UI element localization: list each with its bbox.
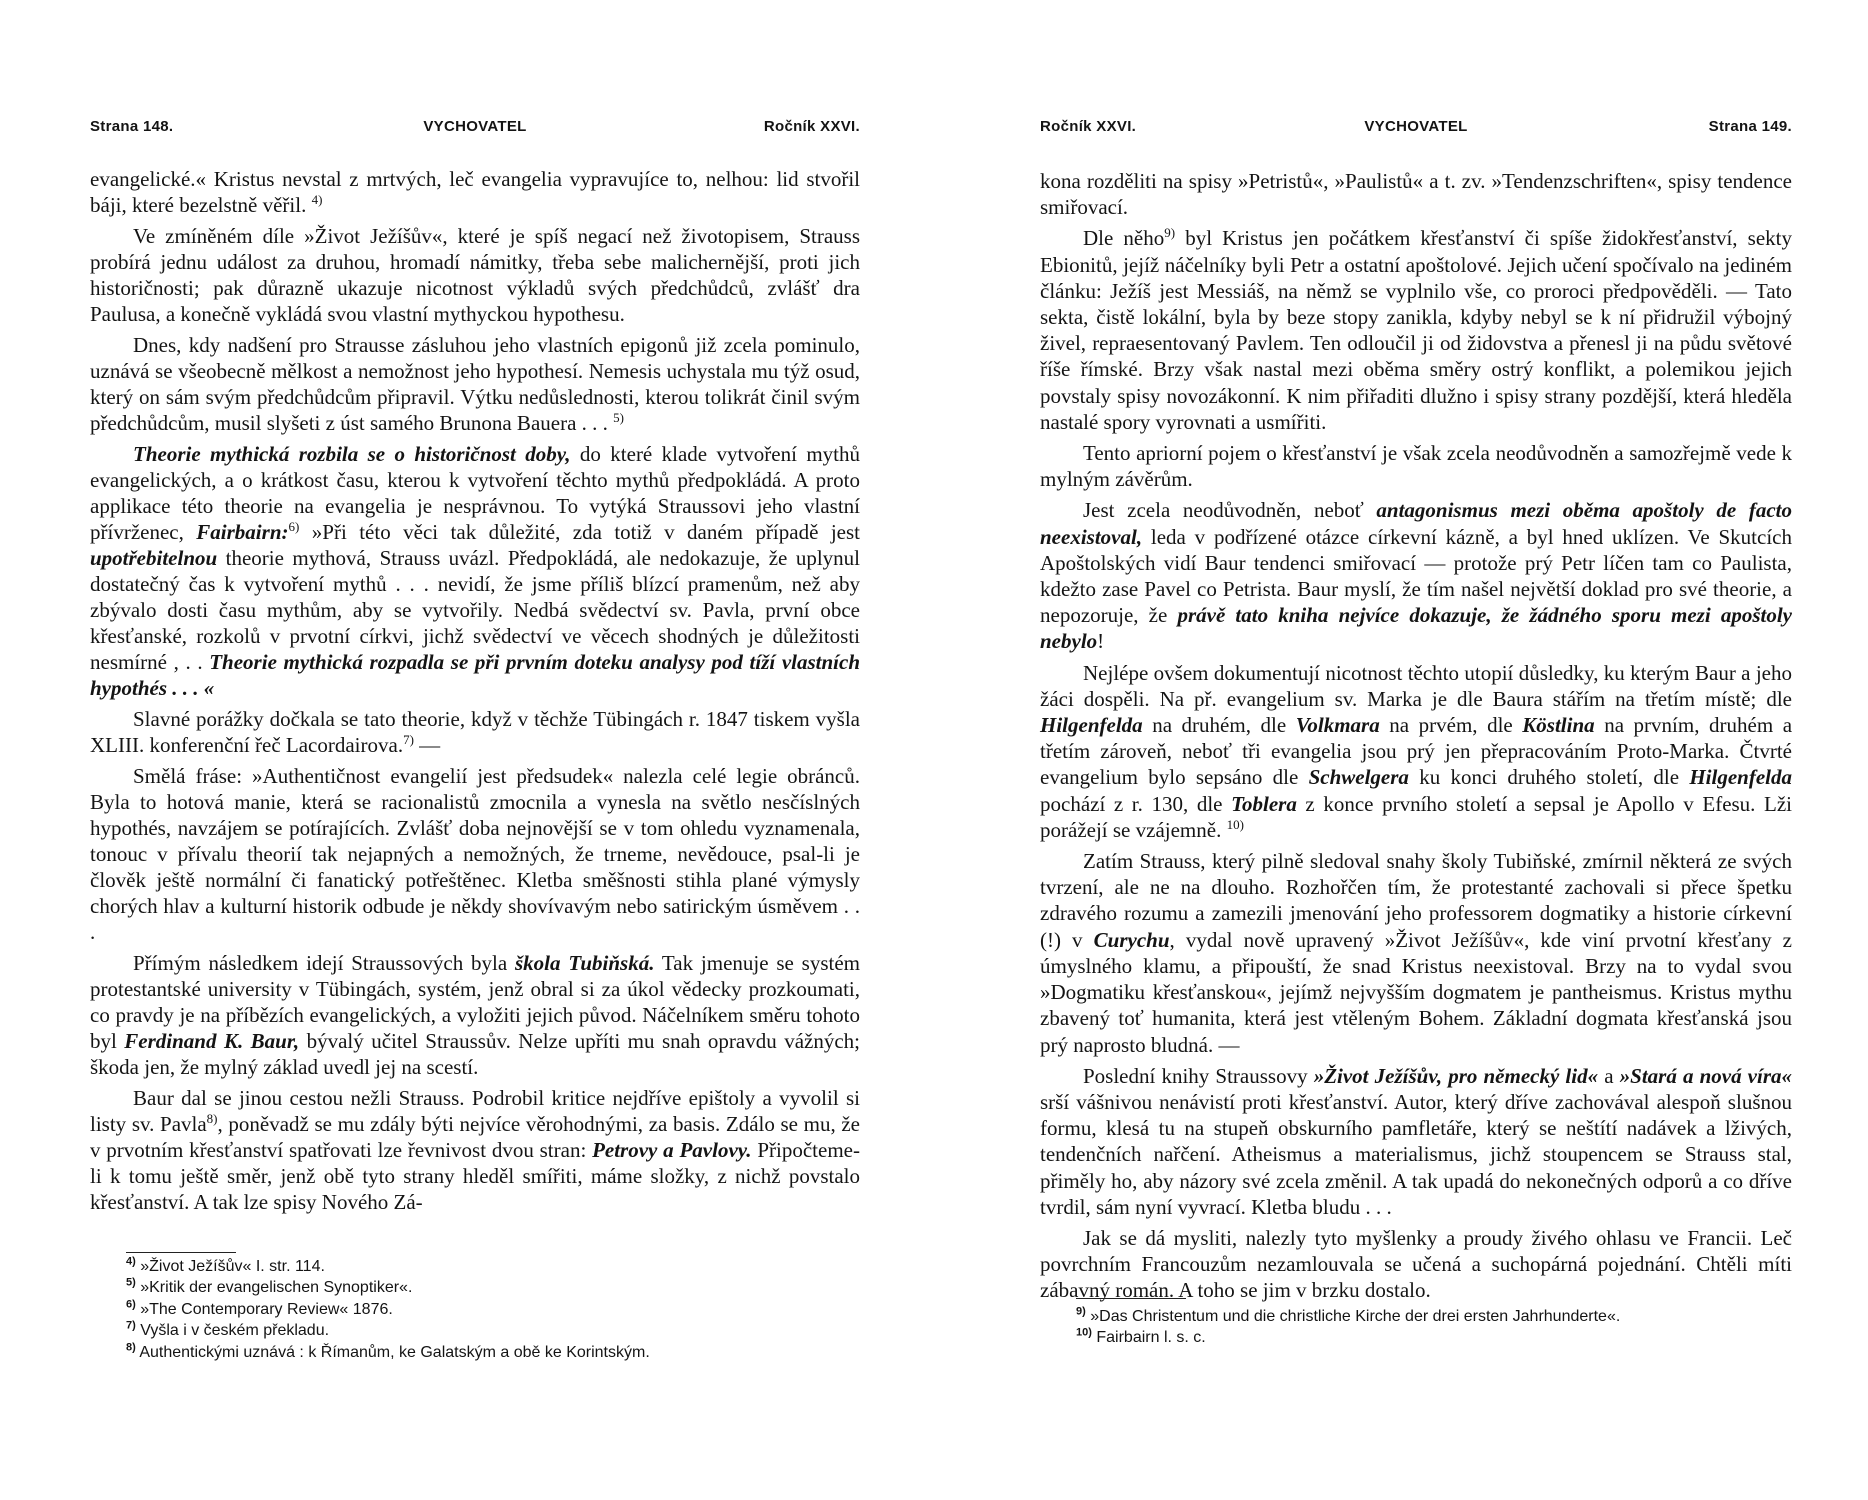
right-volume: Ročník XXVI. <box>1040 118 1137 135</box>
paragraph: Jak se dá mysliti, nalezly tyto myšlenky a proudy živého ohlasu ve Francii. Leč povrchním Francouzům nezamlouvala se učená a suchopárná pojednání. Chtěli míti zábavný román. A toho se jim v brzku dostalo. <box>1040 1225 1792 1303</box>
footnote-divider <box>1076 1298 1186 1299</box>
paragraph: Slavné porážky dočkala se tato theorie, když v těchže Tübingách r. 1847 tiskem vyšla XLIII. konferenční řeč Lacordairova.$^{7)}$ — <box>90 707 860 757</box>
footnote-ref: 4) <box>311 192 323 207</box>
footnote-divider <box>126 1252 236 1253</box>
footnote-ref: 9) <box>1164 225 1176 241</box>
paragraph: Poslední knihy Straussovy »Život Ježíšův, pro německý lid« a »Stará a nová víra« srší vášnivou nenávistí proti křesťanství. Autor, který dříve zachovával alespoň slušnou formu, klesá tu na stupeň obskurního pamfletáře, který se neštítí nadávek a lživých, tendenčních nařčení. Atheismus a materialismus, jichž stoupencem se Strauss stal, přiměly ho, aby názory své zcela změnil. A tak upadá do nekonečných odporů a co dříve tvrdil, sám nyní vyvrací. Kletba bludu . . . <box>1040 1063 1793 1219</box>
paragraph: Přímým následkem idejí Straussových byla škola Tubiňská. Tak jmenuje se systém protestantské university v Tübingách, systém, jenž obral si za úkol vědecky prozkoumati, co pravdy je na příbězích evangelických, a vyložiti jejich původ. Náčelníkem směru tohoto byl Ferdinand K. Baur, bývalý učitel Straussův. Nelze upříti mu snah opravdu vážných; škoda jen, že mylný základ uvedl jej na scestí. <box>90 951 860 1079</box>
paragraph: Theorie mythická rozbila se o historičnost doby, do které klade vytvoření mythů evangelických, a o krátkost času, kterou k vytvoření těchto mythů předpokládá. A proto applikace této theorie na evangelia je nesprávnou. To vytýká Straussovi jeho vlastní přívrženec, Fairbairn:$^{6)}$ »Při této věci tak důležité, zda totiž v daném případě jest upotřebitelnou theorie mythová, Strauss uvázl. Předpokládá, ale nedokazuje, že uplynul dostatečný čas k vytvoření mythů . . . nevidí, že jsme příliš blízcí pramenům, než aby zbývalo dosti času mythům, aby se vytvořily. Nedbá svědectví sv. Pavla, první obce křesťanské, rozkolů v prvotní církvi, jichž svědectví ve věcech shodných je důležitosti nesmírné , . . Theorie mythická rozpadla se při prvním doteku analysy pod tíží vlastních hypothés . . . « <box>90 442 861 700</box>
left-page-number: Strana 148. <box>90 118 174 135</box>
right-page <box>1040 0 1792 1500</box>
paragraph: Ve zmíněném díle »Život Ježíšův«, které je spíš negací než životopisem, Strauss probírá jednu událost za druhou, hromadí námitky, třeba sebe malichernější, proti jich historičnosti; pak důrazně ukazuje nicotnost výkladů svých předchůdců, zvlášť dra Paulusa, a konečně vykládá svou vlastní mythyckou hypothesu. <box>90 224 860 326</box>
paragraph: Dnes, kdy nadšení pro Strausse zásluhou jeho vlastních epigonů již zcela pominulo, uznává se všeobecně mělkost a nemožnost jeho hypothesí. Nemesis uchystala mu týž osud, který on sám svým předchůdcům připravil. Výtku nedůslednosti, kterou tolikrát činil svým předchůdcům, musil slyšeti z úst samého Brunona Bauera . . . $^{5)}$ <box>90 333 860 435</box>
right-running-header <box>1040 112 1792 136</box>
footnote: $^{7)}$ Vyšla i v českém překladu. <box>126 1319 330 1340</box>
paragraph: Smělá fráse: »Authentičnost evangelií jest předsudek« nalezla celé legie obránců. Byla to hotová manie, která se racionalistů zmocnila a vynesla na světlo nesčíslných hypothés, navzájem se potírajících. Zvlášť doba nejnovější se v tom ohledu vyznamenala, tonouc v přívalu theorií tak nejapných a nemožných, že trneme, nevědouce, psal-li je člověk ještě normální či fanatický potřeštěnec. Kletba směšnosti stihla plané výmysly chorých hlav a kulturní historik odbude je někdy shovívavým nebo satirickým úsměvem . . . <box>90 764 860 944</box>
paragraph: Tento apriorní pojem o křesťanství je však zcela neodůvodněn a samozřejmě vede k mylným závěrům. <box>1040 441 1792 492</box>
paragraph: Jest zcela neodůvodněn, neboť antagonismus mezi oběma apoštoly de facto neexistoval, leda v podřízené otázce církevní kázně, a byl hned uklízen. Ve Skutcích Apoštolských vidí Baur tendenci smiřovací — protože prý Petr líčen tam co Paulista, kdežto zase Pavel co Petrista. Baur myslí, že tím našel největší doklad pro své theorie, a nepozoruje, že právě tato kniha nejvíce dokazuje, že žádného sporu mezi apoštoly nebylo! <box>1040 498 1792 654</box>
right-footnotes <box>1076 1306 1792 1349</box>
footnote: $^{4)}$ »Život Ježíšův« I. str. 114. <box>126 1255 325 1275</box>
paragraph: Nejlépe ovšem dokumentují nicotnost těchto utopií důsledky, ku kterým Baur a jeho žáci dospěli. Na př. evangelium sv. Marka je dle Baura stářím na třetím místě; dle Hilgenfelda na druhém, dle Volkmara na prvém, dle Köstlina na prvním, druhém a třetím zároveň, neboť tři evangelia jsou prý jen přepracováním Proto-Marka. Čtvrté evangelium bylo sepsáno dle Schwelgera ku konci druhého století, dle Hilgenfelda pochází z r. 130, dle Toblera z konce prvního století a sepsal je Apollo v Efesu. Lži porážejí se vzájemně. $^{10)}$ <box>1040 660 1793 842</box>
footnote: $^{6)}$ »The Contemporary Review« 1876. <box>126 1298 393 1318</box>
footnote-ref: 10) <box>1226 816 1244 832</box>
footnote: $^{10)}$ Fairbairn l. s. c. <box>1076 1327 1206 1347</box>
right-page-number: Strana 149. <box>1708 118 1792 135</box>
right-journal-title: VYCHOVATEL <box>1364 118 1468 135</box>
left-volume: Ročník XXVI. <box>763 118 860 135</box>
left-body-text <box>90 166 860 1220</box>
left-journal-title: VYCHOVATEL <box>423 118 527 135</box>
footnote-ref: 7) <box>403 732 414 747</box>
footnote: $^{5)}$ »Kritik der evangelischen Synoptiker«. <box>126 1277 413 1297</box>
paragraph: Baur dal se jinou cestou nežli Strauss. Podrobil kritice nejdříve epištoly a vyvolil si listy sv. Pavla$^{8)}$, poněvadž se mu zdály býti nejvíce věrohodnými, za basis. Zdálo se mu, že v prvotním křesťanství spatřovati lze řevnivost dvou stran: Petrovy a Pavlovy. Připočteme-li k tomu ještě směr, jenž obě tyto strany hleděl smířiti, máme složky, z nichž povstalo křesťanství. A tak lze spisy Nového Zá- <box>90 1086 860 1214</box>
paragraph: Dle něho$^{9)}$ byl Kristus jen počátkem křesťanství či spíše židokřesťanství, sekty Ebionitů, jejíž náčelníky byli Petr a ostatní apoštolové. Jejich učení spočívalo na jediném článku: Ježíš jest Messiáš, na němž se vyplnilo vše, co proroci předpověděli. — Tato sekta, čistě lokální, byla by bezе stopy zanikla, kdyby nebyl se k ní přidružil výbojný živel, repraesentovaný Pavlem. Ten odloučil ji od židovstva a přenesl ji na půdu světové říše římské. Brzy však nastal mezi oběma směry ostrý konflikt, a polemikou jejich povstaly spisy novozákonní. K nim přiřaditi dlužno i spisy strany pozdější, která hleděla nastalé spory vyrovnati a usmířiti. <box>1040 225 1792 434</box>
left-page <box>90 0 860 1500</box>
paragraph: Zatím Strauss, který pilně sledoval snahy školy Tubiňské, zmírnil některá ze svých tvrzení, ale ne na dlouho. Rozhořčen tím, že protestanté zachovali si přece špetku zdravého rozumu a zamezili jmenování jeho professorem dogmatiky a historie církevní (!) v Curychu, vydal nově upravený »Život Ježíšův«, kde viní prvotní křesťany z úmyslného klamu, a připouští, že snad Kristus neexistoval. Brzy na to vydal svou »Dogmatiku křesťanskou«, jejímž nejvyšším dogmatem je pantheismus. Kristus mythu zbavený toť humanita, která jest vtěleným Bohem. Základní dogmata křesťanská jsou prý naprosto bludná. — <box>1040 849 1793 1057</box>
paragraph: evangelické.« Kristus nevstal z mrtvých, leč evangelia vypravujíce to, nelhou: lid stvořil báji, které bezelstně věřil. $^{4)}$ <box>90 167 860 217</box>
right-body-text <box>1040 168 1792 1309</box>
footnote: $^{8)}$ Authentickými uznává : k Římanům, ke Galatským a obě ke Korintským. <box>126 1341 650 1361</box>
footnote-ref: 5) <box>613 410 624 425</box>
left-footnotes <box>126 1256 860 1363</box>
footnote-ref: 8) <box>206 1111 218 1126</box>
paragraph: kona rozděliti na spisy »Petristů«, »Paulistů« a t. zv. »Tendenzschriften«, spisy tendence smiřovací. <box>1040 169 1792 220</box>
footnote: $^{9)}$ »Das Christentum und die christliche Kirche der drei ersten Jahrhunderte«. <box>1076 1305 1621 1325</box>
left-running-header <box>90 112 860 136</box>
footnote-ref: 6) <box>288 519 300 534</box>
